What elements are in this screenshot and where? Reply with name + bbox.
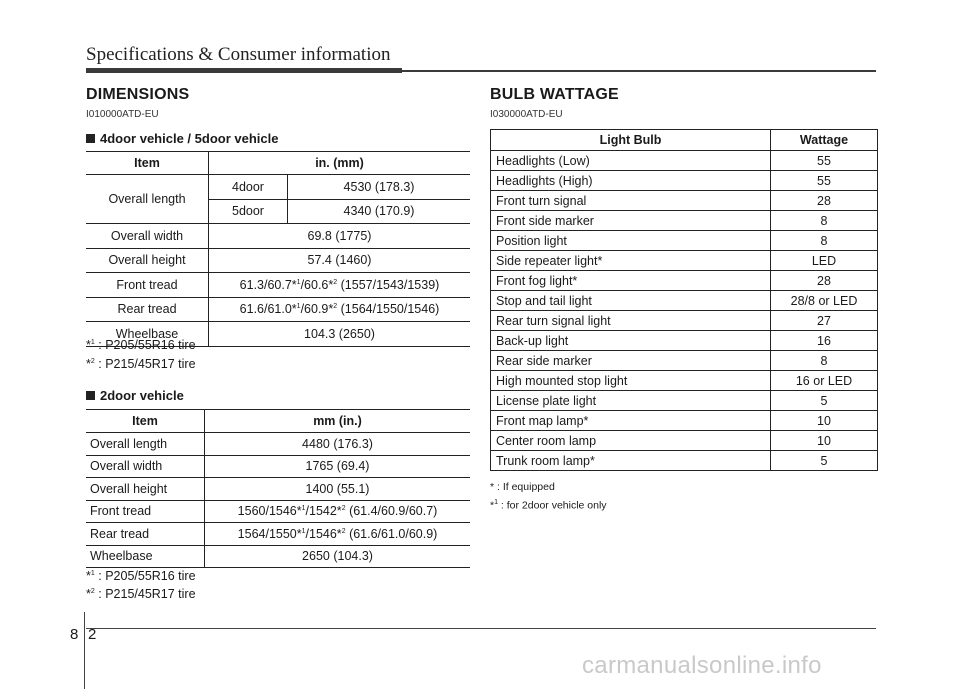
table-row	[86, 175, 470, 200]
subtitle-2-door: 2door vehicle	[86, 388, 184, 403]
table-row	[491, 371, 878, 391]
bulb-name-cell: Front turn signal	[491, 191, 771, 211]
table-row	[491, 351, 878, 371]
table-row	[491, 211, 878, 231]
variant-cell: 4door	[209, 175, 288, 200]
footnote-1: *$^1$ : P205/55R16 tire	[86, 338, 196, 352]
chapter-number: 8	[70, 626, 79, 643]
bullet-square-icon	[86, 391, 95, 400]
wattage-cell: 28	[771, 271, 878, 291]
wattage-cell: 8	[771, 211, 878, 231]
value-cell: 1564/1550*$^1$/1546*$^2$ (61.6/61.0/60.9)	[205, 523, 471, 546]
footnote-2: *$^2$ : P215/45R17 tire	[86, 587, 196, 601]
wattage-cell: 55	[771, 171, 878, 191]
table-row	[491, 391, 878, 411]
bulb-wattage-table	[490, 129, 878, 471]
dimensions-code: I010000ATD-EU	[86, 109, 159, 120]
row-label: Overall height	[86, 478, 205, 501]
table-row	[491, 191, 878, 211]
bulb-name-cell: Side repeater light*	[491, 251, 771, 271]
bulb-wattage-code: I030000ATD-EU	[490, 109, 563, 120]
wattage-cell: 8	[771, 351, 878, 371]
value-cell: 2650 (104.3)	[205, 545, 471, 568]
page-header-title: Specifications & Consumer information	[86, 44, 391, 65]
table-row	[491, 251, 878, 271]
value-cell: 69.8 (1775)	[209, 224, 471, 249]
value-cell: 61.6/61.0*$^1$/60.9*$^2$ (1564/1550/1546)	[209, 297, 471, 322]
table-header-unit: mm (in.)	[205, 410, 471, 433]
value-cell: 1400 (55.1)	[205, 478, 471, 501]
row-label: Rear tread	[86, 297, 209, 322]
bulb-name-cell: Position light	[491, 231, 771, 251]
header-rule-thick	[86, 68, 402, 73]
bulb-name-cell: Front side marker	[491, 211, 771, 231]
table-row	[491, 151, 878, 171]
table-row	[491, 291, 878, 311]
bulb-name-cell: Headlights (Low)	[491, 151, 771, 171]
footer-vline-left	[84, 612, 85, 689]
value-cell: 1560/1546*$^1$/1542*$^2$ (61.4/60.9/60.7)	[205, 500, 471, 523]
bulb-name-cell: Front fog light*	[491, 271, 771, 291]
table-row	[491, 431, 878, 451]
footnote-2door-only: *$^1$ : for 2door vehicle only	[490, 499, 607, 512]
value-cell: 104.3 (2650)	[209, 322, 471, 347]
value-cell: 4340 (170.9)	[288, 199, 471, 224]
footnote-1: *$^1$ : P205/55R16 tire	[86, 569, 196, 583]
table-row	[491, 331, 878, 351]
bulb-name-cell: Headlights (High)	[491, 171, 771, 191]
bulb-name-cell: Center room lamp	[491, 431, 771, 451]
wattage-cell: LED	[771, 251, 878, 271]
bulb-wattage-title: BULB WATTAGE	[490, 86, 619, 103]
dimensions-table-2-door	[86, 409, 470, 568]
row-label: Wheelbase	[86, 545, 205, 568]
row-label: Rear tread	[86, 523, 205, 546]
bullet-square-icon	[86, 134, 95, 143]
bulb-name-cell: High mounted stop light	[491, 371, 771, 391]
table-row	[86, 297, 470, 322]
value-cell: 1765 (69.4)	[205, 455, 471, 478]
value-cell: 61.3/60.7*$^1$/60.6*$^2$ (1557/1543/1539)	[209, 273, 471, 298]
table-row	[491, 311, 878, 331]
table-header-item: Item	[86, 410, 205, 433]
wattage-cell: 55	[771, 151, 878, 171]
table-row	[491, 231, 878, 251]
table-row	[86, 545, 470, 568]
bulb-name-cell: Trunk room lamp*	[491, 451, 771, 471]
wattage-cell: 28/8 or LED	[771, 291, 878, 311]
table-row	[86, 248, 470, 273]
page-number: 2	[88, 626, 97, 643]
table-row	[86, 523, 470, 546]
table-header-unit: in. (mm)	[209, 152, 471, 175]
variant-cell: 5door	[209, 199, 288, 224]
subtitle-4-5-door: 4door vehicle / 5door vehicle	[86, 131, 278, 146]
wattage-cell: 5	[771, 451, 878, 471]
row-label: Overall width	[86, 455, 205, 478]
table-row	[86, 224, 470, 249]
bulb-name-cell: Back-up light	[491, 331, 771, 351]
table-row	[86, 273, 470, 298]
wattage-cell: 27	[771, 311, 878, 331]
wattage-cell: 28	[771, 191, 878, 211]
table-header-item: Item	[86, 152, 209, 175]
wattage-cell: 16	[771, 331, 878, 351]
dimensions-table-4-5-door	[86, 151, 470, 347]
row-label: Overall length	[86, 175, 209, 224]
footnote-2: *$^2$ : P215/45R17 tire	[86, 357, 196, 371]
table-header-wattage: Wattage	[771, 130, 878, 151]
wattage-cell: 16 or LED	[771, 371, 878, 391]
wattage-cell: 10	[771, 431, 878, 451]
table-row	[86, 433, 470, 456]
wattage-cell: 5	[771, 391, 878, 411]
value-cell: 4480 (176.3)	[205, 433, 471, 456]
bulb-name-cell: Stop and tail light	[491, 291, 771, 311]
table-header-bulb: Light Bulb	[491, 130, 771, 151]
row-label: Overall length	[86, 433, 205, 456]
row-label: Front tread	[86, 500, 205, 523]
table-row	[86, 455, 470, 478]
value-cell: 4530 (178.3)	[288, 175, 471, 200]
bulb-name-cell: License plate light	[491, 391, 771, 411]
wattage-cell: 8	[771, 231, 878, 251]
table-row	[491, 171, 878, 191]
table-row	[86, 500, 470, 523]
table-row	[86, 478, 470, 501]
dimensions-title: DIMENSIONS	[86, 86, 190, 103]
row-label: Front tread	[86, 273, 209, 298]
table-row	[491, 411, 878, 431]
row-label: Overall width	[86, 224, 209, 249]
value-cell: 57.4 (1460)	[209, 248, 471, 273]
row-label: Overall height	[86, 248, 209, 273]
footer-rule	[86, 628, 876, 629]
bulb-name-cell: Rear turn signal light	[491, 311, 771, 331]
table-row	[491, 271, 878, 291]
bulb-name-cell: Rear side marker	[491, 351, 771, 371]
header-rule-thin	[402, 70, 876, 72]
bulb-name-cell: Front map lamp*	[491, 411, 771, 431]
wattage-cell: 10	[771, 411, 878, 431]
footnote-equipped: * : If equipped	[490, 481, 555, 493]
table-row	[491, 451, 878, 471]
row-label: Wheelbase	[86, 322, 209, 347]
watermark: carmanualsonline.info	[582, 652, 822, 679]
